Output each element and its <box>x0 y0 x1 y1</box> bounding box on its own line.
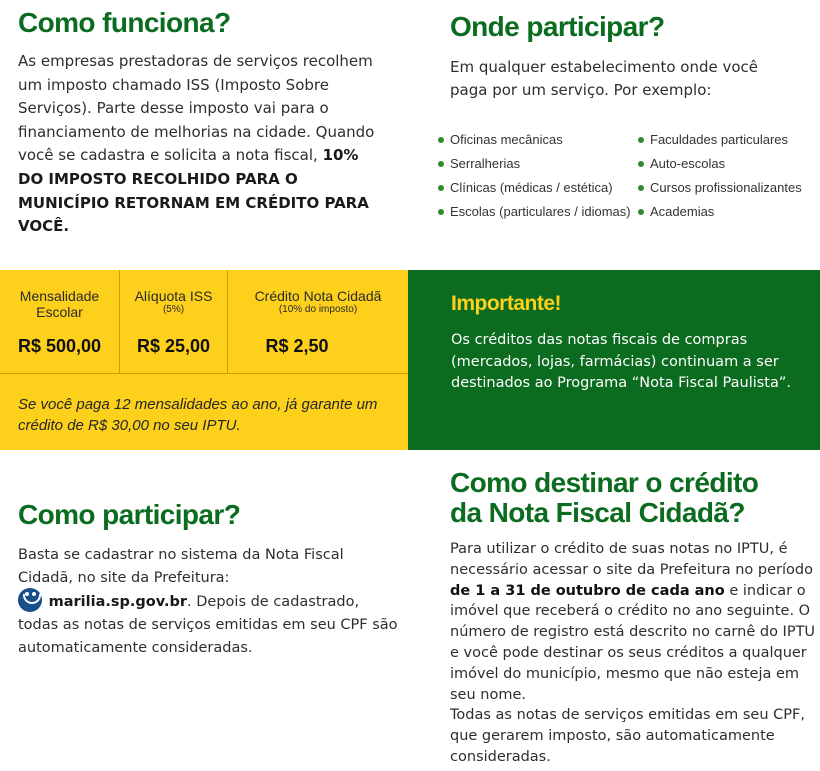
bullet-icon <box>638 137 644 143</box>
list-item: Oficinas mecânicas <box>438 128 638 152</box>
establishment-list-col2 <box>638 128 802 224</box>
prefeitura-logo-icon <box>18 588 42 612</box>
como-participar-section <box>18 498 398 660</box>
credito-header: Crédito Nota Cidadã (10% do imposto) <box>254 288 382 315</box>
establishment-list <box>438 128 818 224</box>
mensalidade-value: R$ 500,00 <box>17 336 102 356</box>
bullet-icon <box>438 161 444 167</box>
onde-participar-text: Em qualquer estabelecimento onde você paga por um serviço. Por exemplo: <box>450 58 759 99</box>
como-participar-text: Basta se cadastrar no sistema da Nota Fiscal Cidadã, no site da Prefeitura: marilia.sp.gov.br. Depois de cadastrado, todas as notas de serviços emitidas em seu CPF são automaticamente consideradas. <box>18 547 398 656</box>
establishment-list-col1 <box>438 128 638 224</box>
como-funciona-title: Como funciona? <box>18 7 231 38</box>
list-item: Academias <box>638 200 802 224</box>
list-item: Auto-escolas <box>638 152 802 176</box>
period-highlight: de 1 a 31 de outubro de cada ano <box>450 582 725 599</box>
bullet-icon <box>438 185 444 191</box>
onde-participar-title: Onde participar? <box>450 11 665 42</box>
example-note: Se você paga 12 mensalidades ao ano, já garante um crédito de R$ 30,00 no seu IPTU. <box>18 396 378 434</box>
bullet-icon <box>638 185 644 191</box>
importante-box <box>408 270 820 450</box>
aliquota-header: Alíquota ISS (5%) <box>134 288 213 315</box>
como-funciona-highlight: 10% DO IMPOSTO RECOLHIDO PARA O MUNICÍPIO RETORNAM EM CRÉDITO PARA VOCÊ. <box>18 146 369 236</box>
list-item: Clínicas (médicas / estética) <box>438 176 638 200</box>
credito-column <box>228 270 408 374</box>
aliquota-value: R$ 25,00 <box>136 336 211 356</box>
como-destinar-text: Para utilizar o crédito de suas notas no IPTU, é necessário acessar o site da Prefeitura no período de 1 a 31 de outubro de cada ano e indicar o imóvel que receberá o crédito no ano seguinte. O número de registro está descrito no carnê do IPTU e você pode destinar os seus créditos a qualquer imóvel do município, mesmo que não esteja em seu nome. Todas as notas de serviços emitidas em seu CPF, que gerarem imposto, são automaticamente consideradas. <box>450 541 816 765</box>
bullet-icon <box>438 137 444 143</box>
importante-text: Os créditos das notas fiscais de compras (mercados, lojas, farmácias) continuam a ser destinados ao Programa “Nota Fiscal Paulista”. <box>451 332 791 391</box>
como-destinar-title: Como destinar o crédito da Nota Fiscal Cidadã? <box>450 467 759 528</box>
aliquota-column <box>120 270 228 374</box>
example-box <box>0 270 408 450</box>
como-funciona-section <box>18 6 378 239</box>
credito-value: R$ 2,50 <box>265 336 329 356</box>
como-funciona-text <box>18 50 378 239</box>
example-table <box>0 270 408 374</box>
bullet-icon <box>638 209 644 215</box>
como-participar-title: Como participar? <box>18 499 241 530</box>
como-funciona-text-part: As empresas prestadoras de serviços recolhem um imposto chamado ISS (Imposto Sobre Serviços). Parte desse imposto vai para o financiamento de melhorias na cidade. Quando você se cadastra e solicita a nota fiscal, <box>18 52 375 165</box>
list-item: Cursos profissionalizantes <box>638 176 802 200</box>
onde-participar-section <box>450 10 815 102</box>
mensalidade-column <box>0 270 120 374</box>
list-item: Escolas (particulares / idiomas) <box>438 200 638 224</box>
como-destinar-section <box>450 468 818 768</box>
mensalidade-header: Mensalidade Escolar <box>19 288 100 320</box>
importante-title: Importante! <box>451 292 561 315</box>
bullet-icon <box>438 209 444 215</box>
bullet-icon <box>638 161 644 167</box>
site-link[interactable]: marilia.sp.gov.br <box>48 594 188 610</box>
list-item: Serralherias <box>438 152 638 176</box>
list-item: Faculdades particulares <box>638 128 802 152</box>
